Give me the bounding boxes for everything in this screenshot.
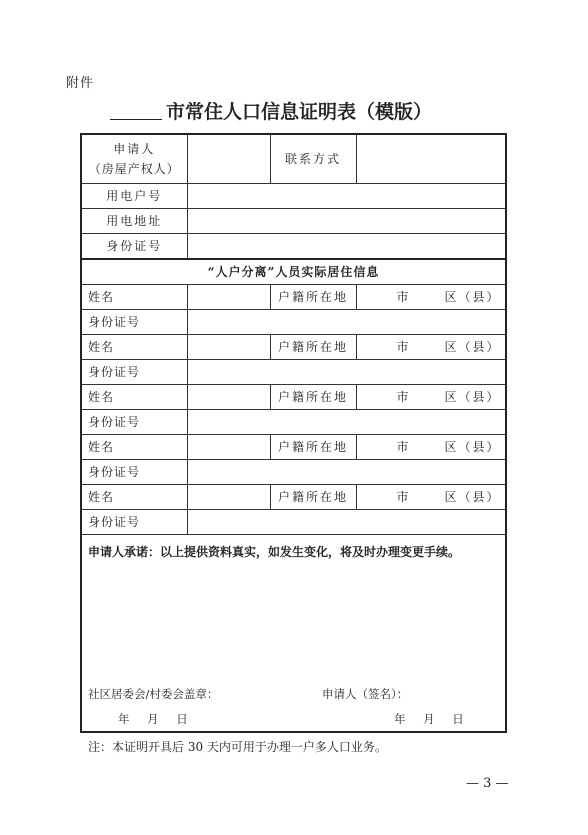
signature-date: 年 月 日	[394, 712, 464, 726]
hukou-value-cell[interactable]	[356, 435, 506, 460]
hukou-value-cell[interactable]	[356, 385, 506, 410]
applicant-value-cell[interactable]	[187, 134, 270, 184]
person-id-value-cell[interactable]	[187, 460, 506, 485]
person-id-label: 身份证号	[81, 510, 187, 535]
form-title-text: 市常住人口信息证明表（模版）	[166, 101, 433, 123]
person-name-label: 姓名	[81, 335, 187, 360]
title-blank-line	[110, 101, 162, 120]
person-id-value-cell[interactable]	[187, 360, 506, 385]
city-label: 市	[396, 440, 409, 454]
stamp-date: 年 月 日	[118, 712, 188, 726]
applicant-id-label: 身份证号	[81, 234, 187, 260]
info-form-table	[80, 133, 507, 733]
contact-label: 联系方式	[270, 134, 356, 184]
signature-label: 申请人（签名）：	[322, 687, 409, 701]
district-label: 区（县）	[444, 490, 501, 504]
applicant-id-value-cell[interactable]	[187, 234, 506, 260]
pledge-cell	[81, 535, 506, 733]
person-name-value-cell[interactable]	[187, 385, 270, 410]
person-id-label: 身份证号	[81, 360, 187, 385]
form-title	[110, 97, 490, 124]
person-name-label: 姓名	[81, 385, 187, 410]
city-label: 市	[396, 290, 409, 304]
attachment-label: 附件	[66, 76, 95, 91]
city-label: 市	[396, 390, 409, 404]
district-label: 区（县）	[444, 390, 501, 404]
applicant-label: 申请人	[113, 142, 156, 156]
person-name-value-cell[interactable]	[187, 285, 270, 310]
footnote: 注：本证明开具后 30 天内可用于办理一户多人口业务。	[88, 740, 387, 754]
person-name-label: 姓名	[81, 285, 187, 310]
page-number: — 3 —	[466, 776, 509, 791]
address-label: 用电地址	[81, 209, 187, 234]
person-id-label: 身份证号	[81, 410, 187, 435]
person-id-value-cell[interactable]	[187, 310, 506, 335]
district-label: 区（县）	[444, 440, 501, 454]
meter-number-label: 用电户号	[81, 184, 187, 209]
hukou-label: 户籍所在地	[270, 435, 356, 460]
meter-number-value-cell[interactable]	[187, 184, 506, 209]
hukou-value-cell[interactable]	[356, 335, 506, 360]
section-title: “人户分离”人员实际居住信息	[81, 259, 506, 285]
person-name-label: 姓名	[81, 435, 187, 460]
district-label: 区（县）	[444, 290, 501, 304]
hukou-label: 户籍所在地	[270, 285, 356, 310]
contact-value-cell[interactable]	[356, 134, 506, 184]
person-id-label: 身份证号	[81, 310, 187, 335]
person-id-label: 身份证号	[81, 460, 187, 485]
stamp-label: 社区居委会/村委会盖章：	[88, 687, 219, 701]
city-label: 市	[396, 340, 409, 354]
address-value-cell[interactable]	[187, 209, 506, 234]
person-name-value-cell[interactable]	[187, 335, 270, 360]
person-name-value-cell[interactable]	[187, 485, 270, 510]
person-id-value-cell[interactable]	[187, 410, 506, 435]
hukou-value-cell[interactable]	[356, 285, 506, 310]
pledge-text: 申请人承诺：以上提供资料真实，如发生变化，将及时办理变更手续。	[88, 545, 461, 559]
city-label: 市	[396, 490, 409, 504]
person-id-value-cell[interactable]	[187, 510, 506, 535]
person-name-label: 姓名	[81, 485, 187, 510]
hukou-value-cell[interactable]	[356, 485, 506, 510]
person-name-value-cell[interactable]	[187, 435, 270, 460]
district-label: 区（县）	[444, 340, 501, 354]
applicant-sub-label: （房屋产权人）	[88, 162, 180, 176]
applicant-label-cell	[81, 134, 187, 184]
hukou-label: 户籍所在地	[270, 485, 356, 510]
hukou-label: 户籍所在地	[270, 335, 356, 360]
hukou-label: 户籍所在地	[270, 385, 356, 410]
